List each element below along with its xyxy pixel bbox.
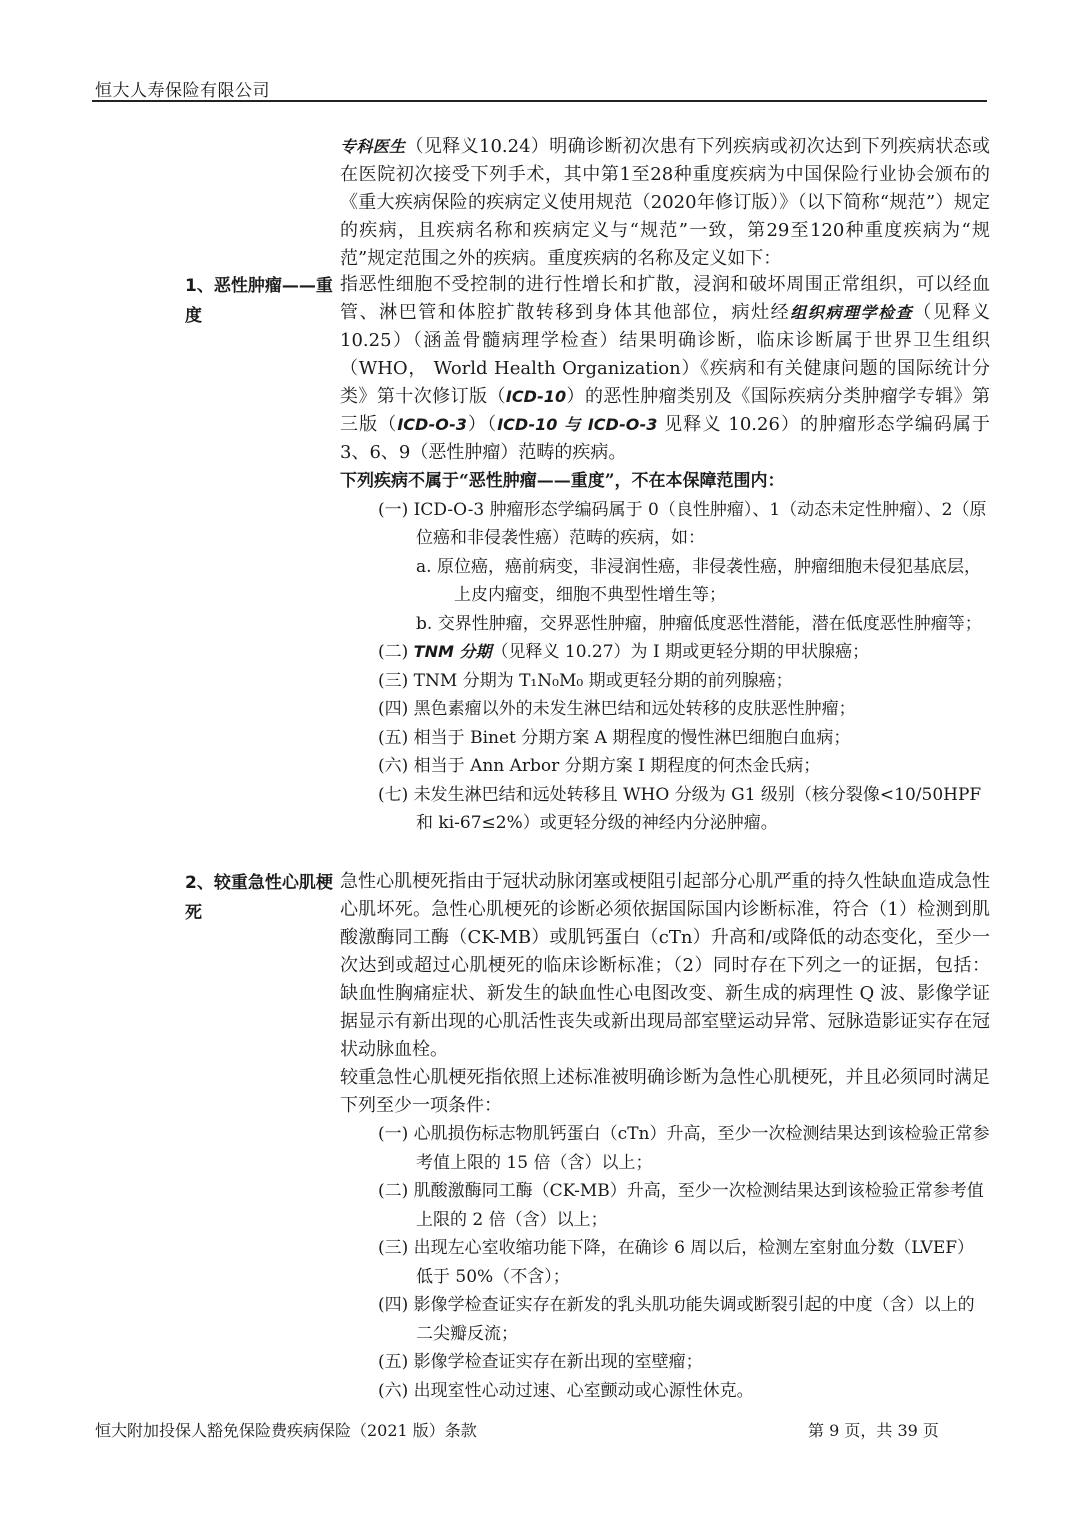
intro-text: （见释义10.24）明确诊断初次患有下列疾病或初次达到下列疾病状态或在医院初次接受下列手术，其中第1至28种重度疾病为中国保险行业协会颁布的《重大疾病保险的疾病定义使用规范（2020年修订版）》（以下简称“规范”）规定的疾病，且疾病名称和疾病定义与“规范”一致，第29至120种重度疾病为“规范”规定范围之外的疾病。重度疾病的名称及定义如下： xyxy=(340,136,990,269)
section-heading: 1、恶性肿瘤——重度 xyxy=(185,276,333,326)
section-body xyxy=(340,271,990,838)
criteria-item: (五) 影像学检查证实存在新出现的室壁瘤； xyxy=(378,1352,703,1372)
pathology-term: 组织病理学检查 xyxy=(790,303,914,322)
tnm-term: TNM 分期 xyxy=(413,642,492,661)
specialist-term: 专科医生 xyxy=(340,137,406,156)
company-header: 恒大人寿保险有限公司 xyxy=(95,81,270,101)
criteria-item: (二) 肌酸激酶同工酶（CK-MB）升高，至少一次检测结果达到该检验正常参考值上限的 2 倍（含）以上； xyxy=(378,1181,984,1230)
exclusion-subitem: b. 交界性肿瘤，交界恶性肿瘤，肿瘤低度恶性潜能，潜在低度恶性肿瘤等； xyxy=(416,613,982,634)
exclusion-item: (一) ICD-O-3 肿瘤形态学编码属于 0（良性肿瘤）、1（动态未定性肿瘤）、2（原位癌和非侵袭性癌）范畴的疾病，如： xyxy=(378,499,987,548)
definition-text: 急性心肌梗死指由于冠状动脉闭塞或梗阻引起部分心肌严重的持久性缺血造成急性心肌坏死。急性心肌梗死的诊断必须依据国际国内诊断标准，符合（1）检测到肌酸激酶同工酶（CK-MB）或肌钙蛋白（cTn）升高和/或降低的动态变化，至少一次达到或超过心肌梗死的临床诊断标准；（2）同时存在下列之一的证据，包括：缺血性胸痛症状、新发生的缺血性心电图改变、新生成的病理性 Q 波、影像学证据显示有新出现的心肌活性丧失或新出现局部室壁运动异常、冠脉造影证实存在冠状动脉血栓。 xyxy=(340,871,990,1060)
definition-text: 指恶性细胞不受控制的进行性增长和扩散，浸润和破坏周围正常组织，可以经血管、淋巴管和体腔扩散转移到身体其他部位，病灶经组织病理学检查（见释义 10.25）（涵盖骨髓病理学检查）结果明确诊断，临床诊断属于世界卫生组织（WHO， World Health Organization）《疾病和有关健康问题的国际统计分类》第十次修订版（ICD-10）的恶性肿瘤类别及《国际疾病分类肿瘤学专辑》第三版（ICD-O-3）（ICD-10 与 ICD-O-3 见释义 10.26）的肿瘤形态学编码属于 3、6、9（恶性肿瘤）范畴的疾病。 xyxy=(340,274,991,463)
footer-page-number: 第 9 页，共 39 页 xyxy=(808,1421,939,1440)
exclusion-subitem: a. 原位癌，癌前病变，非浸润性癌，非侵袭性癌，肿瘤细胞未侵犯基底层，上皮内瘤变，细胞不典型性增生等； xyxy=(416,556,981,605)
exclusion-item: (五) 相当于 Binet 分期方案 A 期程度的慢性淋巴细胞白血病； xyxy=(378,727,851,748)
exclusion-item: (四) 黑色素瘤以外的未发生淋巴结和远处转移的皮肤恶性肿瘤； xyxy=(378,699,856,719)
exclusion-item: (六) 相当于 Ann Arbor 分期方案 I 期程度的何杰金氏病； xyxy=(378,756,821,776)
criteria-item: (一) 心肌损伤标志物肌钙蛋白（cTn）升高，至少一次检测结果达到该检验正常参考值上限的 15 倍（含）以上； xyxy=(378,1124,990,1173)
exclusion-item: (七) 未发生淋巴结和远处转移且 WHO 分级为 G1 级别（核分裂像<10/50HPF 和 ki-67≤2%）或更轻分级的神经内分泌肿瘤。 xyxy=(378,784,982,833)
exclusion-item: (二) TNM 分期（见释义 10.27）为 I 期或更轻分期的甲状腺癌； xyxy=(378,642,870,662)
criteria-item: (三) 出现左心室收缩功能下降，在确诊 6 周以后，检测左室射血分数（LVEF）低于 50%（不含）； xyxy=(378,1238,975,1287)
criteria-item: (四) 影像学检查证实存在新发的乳头肌功能失调或断裂引起的中度（含）以上的二尖瓣反流； xyxy=(378,1295,975,1344)
exclusion-item: (三) TNM 分期为 T₁N₀M₀ 期或更轻分期的前列腺癌； xyxy=(378,670,793,691)
intro-paragraph xyxy=(340,133,990,273)
criteria-item: (六) 出现室性心动过速、心室颤动或心源性休克。 xyxy=(378,1380,754,1401)
section-body xyxy=(340,868,990,1405)
criteria-intro: 较重急性心肌梗死指依照上述标准被明确诊断为急性心肌梗死，并且必须同时满足下列至少一项条件： xyxy=(340,1067,990,1116)
exclusion-intro: 下列疾病不属于“恶性肿瘤——重度”，不在本保障范围内： xyxy=(340,471,785,491)
section-heading: 2、较重急性心肌梗死 xyxy=(185,873,333,923)
footer-product-name: 恒大附加投保人豁免保险费疾病保险（2021 版）条款 xyxy=(95,1421,477,1440)
header-divider xyxy=(92,100,987,102)
